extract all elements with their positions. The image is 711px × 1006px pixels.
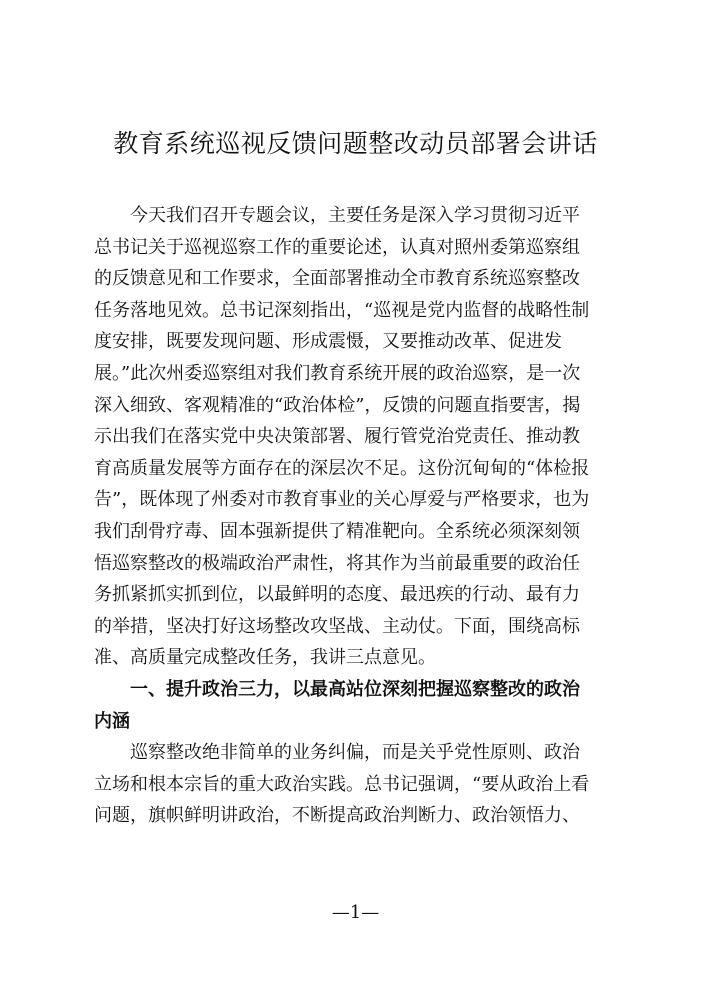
paragraph-line: 深入细致、客观精准的“政治体检”，反馈的问题直指要害，揭 bbox=[94, 394, 581, 416]
paragraph-line: 总书记关于巡视巡察工作的重要论述，认真对照州委第巡察组 bbox=[94, 236, 580, 258]
document-title: 教育系统巡视反馈问题整改动员部署会讲话 bbox=[113, 129, 598, 158]
paragraph-line: 育高质量发展等方面存在的深层次不足。这份沉甸甸的“体检报 bbox=[94, 457, 590, 479]
paragraph-line: 示出我们在落实党中央决策部署、履行管党治党责任、推动教 bbox=[94, 426, 580, 448]
paragraph-line: 度安排，既要发现问题、形成震慑，又要推动改革、促进发 bbox=[94, 331, 562, 353]
paragraph-line: 的举措，坚决打好这场整改攻坚战、主动仗。下面，围绕高标 bbox=[94, 615, 580, 637]
paragraph-line: 任务落地见效。总书记深刻指出，“巡视是党内监督的战略性制 bbox=[94, 299, 590, 321]
paragraph-line: 悟巡察整改的极端政治严肃性，将其作为当前最重要的政治任 bbox=[94, 552, 580, 574]
paragraph-line: 巡察整改绝非简单的业务纠偏，而是关乎党性原则、政治 bbox=[130, 742, 580, 764]
paragraph-line: 问题，旗帜鲜明讲政治，不断提高政治判断力、政治领悟力、 bbox=[94, 805, 580, 827]
paragraph-line: 展。”此次州委巡察组对我们教育系统开展的政治巡察，是一次 bbox=[94, 362, 581, 384]
section-heading-line: 内涵 bbox=[94, 710, 130, 732]
paragraph-line: 立场和根本宗旨的重大政治实践。总书记强调，“要从政治上看 bbox=[94, 773, 590, 795]
paragraph-line: 我们刮骨疗毒、固本强新提供了精准靶向。全系统必须深刻领 bbox=[94, 520, 580, 542]
page-number: —1— bbox=[331, 902, 380, 923]
paragraph-line: 准、高质量完成整改任务，我讲三点意见。 bbox=[94, 647, 436, 669]
section-heading-line: 一、提升政治三力，以最高站位深刻把握巡察整改的政治 bbox=[130, 678, 580, 700]
paragraph-line: 务抓紧抓实抓到位，以最鲜明的态度、最迅疾的行动、最有力 bbox=[94, 584, 580, 606]
paragraph-line: 今天我们召开专题会议，主要任务是深入学习贯彻习近平 bbox=[130, 205, 580, 226]
paragraph-line: 告”，既体现了州委对市教育事业的关心厚爱与严格要求，也为 bbox=[94, 489, 590, 511]
document-body bbox=[94, 200, 634, 832]
paragraph-line: 的反馈意见和工作要求，全面部署推动全市教育系统巡察整改 bbox=[94, 268, 580, 290]
